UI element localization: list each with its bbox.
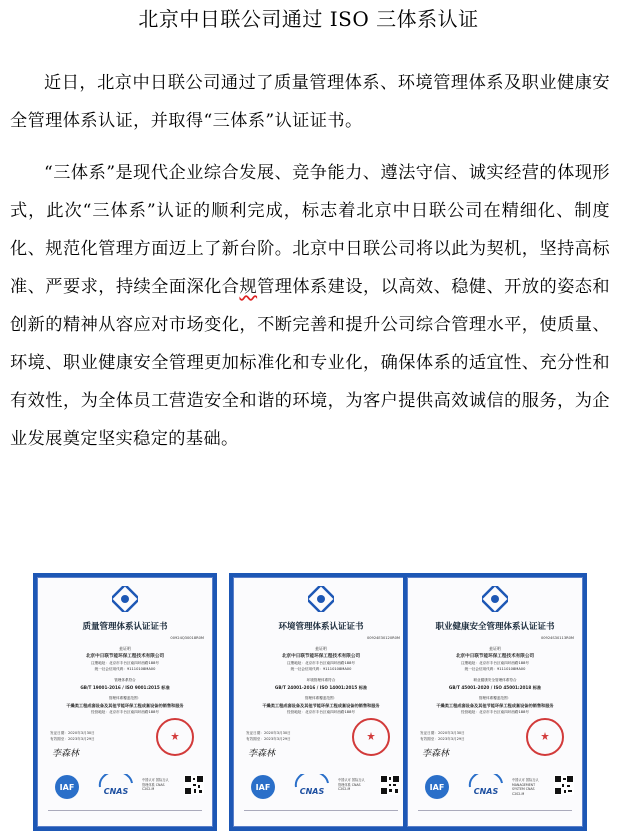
- expiry-date: 有效期至：2023年3月29日: [420, 737, 465, 741]
- certificate-scope: 干燥类工程成套设备及其他节能环保工程成套设备的销售和服务: [262, 703, 380, 708]
- certificate-company: 北京中日联节能环保工程技术有限公司: [281, 654, 361, 659]
- iaf-label: IAF: [59, 783, 75, 792]
- certificate-environment: [229, 573, 413, 831]
- certificate-dates: [420, 730, 465, 742]
- certificate-standard: GB/T 19001-2016 / ISO 9001:2015 标准: [80, 685, 170, 690]
- signature: 李森林: [52, 749, 80, 759]
- cnas-label: CNAS: [299, 787, 325, 796]
- certificate-number: 00924Q30018R0M: [170, 636, 204, 640]
- iaf-label: IAF: [429, 783, 445, 792]
- certificate-line: 环境管理体系符合: [306, 678, 336, 682]
- issue-date: 发证日期：2020年3月30日: [246, 731, 291, 735]
- cnas-label: CNAS: [103, 787, 129, 796]
- certificate-sheet: [233, 577, 409, 827]
- qr-code-icon: [380, 775, 400, 795]
- certificate-standard: GB/T 45001-2020 / ISO 45001:2018 标准: [448, 685, 542, 690]
- certificate-sheet: [37, 577, 213, 827]
- red-seal-stamp: [526, 718, 564, 756]
- certificate-dates: [246, 730, 291, 742]
- iaf-logo-icon: [250, 774, 276, 800]
- certificate-line: 注册地址：北京市丰台区南四环西路188号: [287, 661, 355, 665]
- certificate-title: 环境管理体系认证证书: [278, 622, 364, 632]
- certificate-company: 北京中日联节能环保工程技术有限公司: [85, 654, 165, 659]
- certificate-dates: [50, 730, 95, 742]
- accreditation-text: 中国认可 国际互认 管理体系 CNAS C202-M: [338, 778, 365, 791]
- accreditation-text: 中国认可 国际互认 MANAGEMENT SYSTEM CNAS C202-M: [512, 778, 539, 796]
- certificate-line: 职业健康安全管理体系符合: [473, 678, 517, 682]
- cnas-logo-icon: [96, 774, 136, 800]
- iaf-label: IAF: [255, 783, 271, 792]
- certificate-line: 兹证明: [315, 646, 327, 651]
- qr-code-icon: [554, 775, 574, 795]
- certificate-line: 兹证明: [489, 646, 501, 651]
- red-seal-stamp: [156, 718, 194, 756]
- certificate-company: 北京中日联节能环保工程技术有限公司: [455, 654, 535, 659]
- paragraph-2: [10, 154, 610, 458]
- certificate-line: 经营地址：北京市丰台区南四环西路188号: [461, 710, 529, 714]
- certificate-line: 管理体系覆盖范围：: [304, 696, 338, 700]
- certificate-line: 统一社会信用代码：91110108MA00: [94, 667, 156, 671]
- paragraph-2-part-b: 管理体系建设，以高效、稳健、开放的姿态和创新的精神从容应对市场变化，不断完善和提升公司综合管理水平，使质量、环境、职业健康安全管理更加标准化和专业化，确保体系的适宜性、充分性和有效性，为全体员工营造安全和谐的环境，为客户提供高效诚信的服务，为企业发展奠定坚实稳定的基础。: [10, 277, 610, 449]
- certificate-title: 职业健康安全管理体系认证证书: [435, 622, 555, 632]
- issue-date: 发证日期：2020年3月30日: [420, 731, 465, 735]
- certificate-line: 经营地址：北京市丰台区南四环西路188号: [91, 710, 159, 714]
- certificate-scope: 干燥类工程成套设备及其他节能环保工程成套设备的销售和服务: [436, 703, 554, 708]
- certificate-number: 00924S30113R0M: [540, 636, 574, 640]
- certification-body-logo-icon: [112, 586, 138, 612]
- signature: 李森林: [248, 749, 276, 759]
- certification-body-logo-icon: [482, 586, 508, 612]
- cnas-logo-icon: [466, 774, 506, 800]
- cnas-label: CNAS: [473, 787, 499, 796]
- expiry-date: 有效期至：2023年3月29日: [50, 737, 95, 741]
- divider: [418, 810, 572, 811]
- certificate-scope: 干燥类工程成套设备及其他节能环保工程成套设备的销售和服务: [66, 703, 184, 708]
- divider: [48, 810, 202, 811]
- certificate-line: 管理体系符合: [114, 678, 136, 682]
- paragraph-2-part-a: “三体系”是现代企业综合发展、竞争能力、遵法守信、诚实经营的体现形式，此次“三体系”认证的顺利完成，标志着北京中日联公司在精细化、制度化、规范化管理方面迈上了新台阶。北京中日联公司将以此为契机，坚持高标准、严要求，持续全面深化合: [10, 163, 610, 297]
- certificate-sheet: [407, 577, 583, 827]
- certificate-line: 管理体系覆盖范围：: [108, 696, 142, 700]
- certification-body-logo-icon: [308, 586, 334, 612]
- certificate-number: 00924E30120R0M: [366, 636, 400, 640]
- expiry-date: 有效期至：2023年3月29日: [246, 737, 291, 741]
- certificate-line: 注册地址：北京市丰台区南四环西路188号: [461, 661, 529, 665]
- red-seal-stamp: [352, 718, 390, 756]
- divider: [244, 810, 398, 811]
- iaf-logo-icon: [424, 774, 450, 800]
- certificate-line: 统一社会信用代码：91110108MA00: [464, 667, 526, 671]
- cnas-logo-icon: [292, 774, 332, 800]
- certificate-line: 注册地址：北京市丰台区南四环西路188号: [91, 661, 159, 665]
- certificate-title: 质量管理体系认证证书: [82, 622, 168, 632]
- certificate-line: 统一社会信用代码：91110108MA00: [290, 667, 352, 671]
- certificate-line: 经营地址：北京市丰台区南四环西路188号: [287, 710, 355, 714]
- spellcheck-underlined-word: 规: [239, 277, 258, 297]
- certificate-line: 兹证明: [119, 646, 131, 651]
- certificate-standard: GB/T 24001-2016 / ISO 14001:2015 标准: [274, 685, 368, 690]
- iaf-logo-icon: [54, 774, 80, 800]
- signature: 李森林: [422, 749, 450, 759]
- article-title: 北京中日联公司通过 ISO 三体系认证: [138, 7, 479, 31]
- paragraph-1: 近日，北京中日联公司通过了质量管理体系、环境管理体系及职业健康安全管理体系认证，并取得“三体系”认证证书。: [10, 73, 610, 131]
- certificate-quality: [33, 573, 217, 831]
- issue-date: 发证日期：2020年3月30日: [50, 731, 95, 735]
- certificate-line: 管理体系覆盖范围：: [478, 696, 512, 700]
- certificate-images: [33, 573, 609, 831]
- accreditation-text: 中国认可 国际互认 管理体系 CNAS C202-M: [142, 778, 169, 791]
- qr-code-icon: [184, 775, 204, 795]
- certificate-occupational-health-safety: [403, 573, 587, 831]
